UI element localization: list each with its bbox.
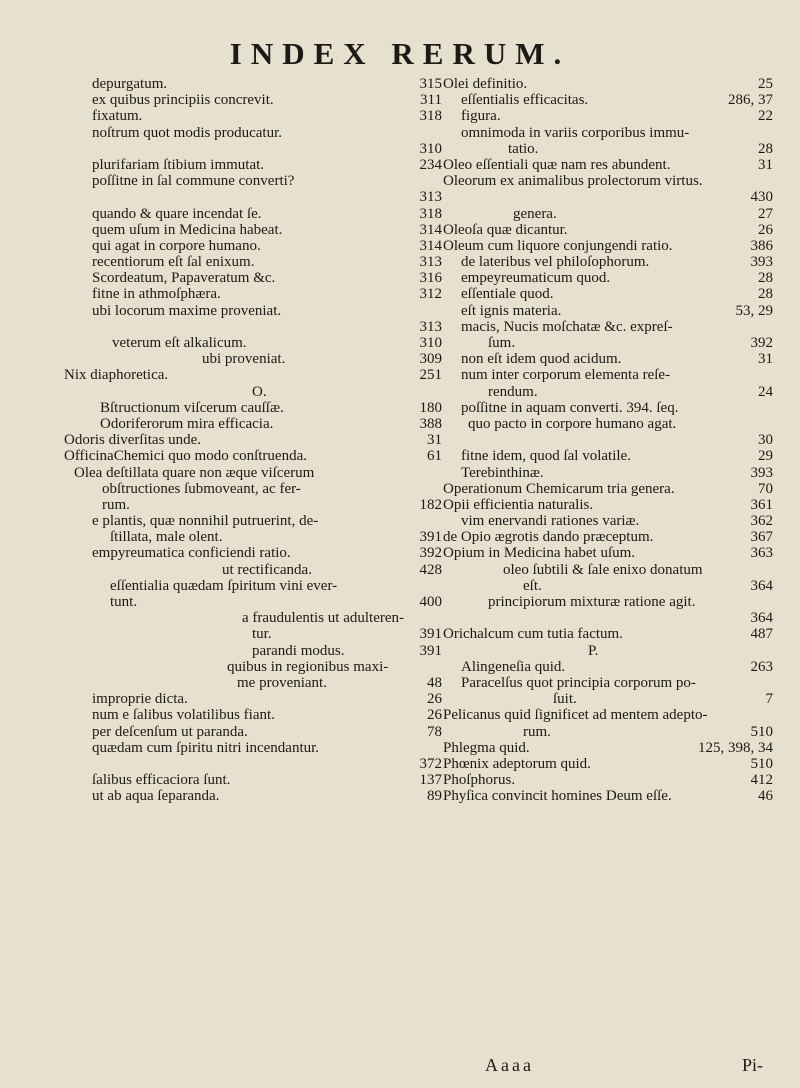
index-entry [92,788,442,804]
index-entry-page: 70 [758,480,773,497]
index-entry [92,497,442,513]
index-entry [443,416,773,432]
index-entry-text: poſſitne in ſal commune converti? [92,173,295,190]
index-entry [443,562,773,578]
index-entry [443,707,773,723]
index-entry-page: 286, 37 [728,92,773,109]
index-entry [92,724,442,740]
index-entry [92,562,442,578]
index-entry [443,578,773,594]
index-entry [443,367,773,383]
index-entry-text: rum. [102,496,130,513]
index-entry [92,270,442,286]
index-entry-page: 313 [419,254,442,271]
right-column [443,76,773,804]
index-entry [443,189,773,205]
index-entry-page: 412 [750,772,773,789]
index-entry-page: 26 [427,691,442,708]
index-entry-page: 314 [419,237,442,254]
index-entry [443,335,773,351]
index-entry [443,303,773,319]
index-entry-text: Odoriferorum mira efficacia. [100,415,274,432]
index-entry-text: principiorum mixturæ ratione agit. [488,594,696,610]
index-entry-text: rum. [523,723,551,740]
index-entry-text: Pelicanus quid ſignificet ad mentem adepto- [443,707,708,724]
index-entry-text: rendum. [488,383,538,400]
index-entry [92,659,442,675]
index-entry [92,303,442,319]
index-entry-text: P. [588,642,599,659]
index-entry [64,432,442,449]
index-entry [92,772,442,788]
index-entry-text: Alingeneſia quid. [461,658,566,675]
index-entry [443,643,773,659]
index-entry-page: 27 [758,205,773,222]
index-entry-text: non eſt idem quod acidum. [461,351,622,368]
index-entry-page: 7 [765,691,773,708]
index-entry-text: me proveniant. [237,674,327,691]
index-entry [92,384,442,400]
index-entry-text: eſt ignis materia. [461,302,562,319]
index-entry-page: 393 [750,254,773,271]
index-entry-page: 28 [758,286,773,303]
index-entry [92,545,442,561]
index-entry-page: 388 [419,415,442,432]
index-entry-page: 182 [419,496,442,513]
signature-mark: Aaaa [485,1055,534,1075]
index-entry-text: O. [252,383,267,400]
index-entry [92,238,442,254]
index-entry [92,513,442,529]
index-entry [92,76,442,92]
index-entry [443,141,773,157]
index-entry [443,772,773,788]
index-entry [443,659,773,675]
index-entry-text: recentiorum eſt ſal enixum. [92,254,255,271]
index-entry-text: tunt. [110,594,138,610]
index-entry-page: 386 [750,237,773,254]
index-entry-text: fixatum. [92,108,143,125]
index-entry [64,448,442,465]
index-entry-page: 364 [750,610,773,627]
index-entry-page: 78 [427,723,442,740]
index-entry-text: plurifariam ſtibium immutat. [92,156,265,173]
index-entry-text: quando & quare incendat ſe. [92,205,262,222]
index-entry-text: Orichalcum cum tutia factum. [443,626,623,643]
index-entry-text: quem uſum in Medicina habeat. [92,221,283,238]
index-entry-page: 25 [758,76,773,92]
index-entry [92,319,442,335]
index-entry-page: 391 [419,529,442,546]
index-entry-text: Odoris diverſitas unde. [64,432,202,449]
index-entry [92,416,442,432]
index-entry [92,740,442,756]
index-entry [92,173,442,189]
index-entry [92,626,442,642]
index-entry-text: num inter corporum elementa reſe- [461,367,671,384]
index-entry [443,76,773,92]
index-entry-page: 311 [420,92,442,109]
index-entry [92,125,442,141]
index-entry-page: 251 [419,367,442,384]
index-entry-page: 316 [419,270,442,287]
index-entry-text: vim enervandi rationes variæ. [461,513,640,530]
index-entry-page: 393 [750,464,773,481]
index-entry [443,675,773,691]
index-entry-text: parandi modus. [252,642,345,659]
index-entry-text: ſum. [488,335,516,351]
index-entry-text: ſuit. [553,691,577,708]
index-entry-page: 137 [419,772,442,789]
index-entry-text: genera. [513,205,557,222]
index-entry-text: Terebinthinæ. [461,464,544,481]
index-entry-text: obſtructiones ſubmoveant, ac fer- [102,480,301,497]
index-entry [74,464,442,481]
index-entry [92,254,442,270]
index-entry [92,400,442,416]
index-entry [443,238,773,254]
index-entry-text: Scordeatum, Papaveratum &c. [92,270,276,287]
catchword: Pi- [742,1055,764,1075]
index-entry-text: de lateribus vel philoſophorum. [461,254,650,271]
index-entry-text: Oleorum ex animalibus prolectorum virtus. [443,173,703,190]
index-entry [92,707,442,723]
index-entry-text: ut rectificanda. [222,561,312,578]
index-entry-page: 487 [750,626,773,643]
index-entry [443,481,773,497]
index-entry-text: Paracelſus quot principia corporum po- [461,674,696,691]
index-entry-text: eſt. [523,577,542,594]
index-entry [443,319,773,335]
index-entry [443,529,773,545]
index-entry [443,594,773,610]
index-entry [443,92,773,108]
index-entry-page: 510 [750,755,773,772]
index-entry [64,367,442,384]
index-entry [443,756,773,772]
index-entry-text: de Opio ægrotis dando præceptum. [443,529,654,546]
index-entry-text: noſtrum quot modis producatur. [92,124,282,141]
index-entry [92,578,442,594]
index-entry [92,222,442,238]
index-entry-text: Oleum cum liquore conjungendi ratio. [443,237,673,254]
index-entry-page: 510 [750,723,773,740]
index-entry-text: fitne idem, quod ſal volatile. [461,448,631,465]
index-entry-text: quo pacto in corpore humano agat. [468,415,677,432]
index-entry-text: qui agat in corpore humano. [92,237,261,254]
index-entry-page: 362 [750,513,773,530]
index-entry-page: 46 [758,788,773,805]
index-entry-page: 26 [758,221,773,238]
index-entry-page: 263 [750,658,773,675]
index-entry-page: 428 [419,561,442,578]
index-entry-text: num e ſalibus volatilibus fiant. [92,707,275,724]
index-entry [443,108,773,124]
index-entry-page: 312 [419,286,442,303]
index-entry-page: 315 [419,76,442,92]
index-entry-page: 400 [419,594,442,610]
index-entry-text: oleo ſubtili & ſale enixo donatum [503,561,703,578]
index-entry [92,92,442,108]
index-entry-page: 61 [427,448,442,465]
index-entry-text: tur. [252,626,272,643]
index-entry-text: Bſtructionum viſcerum cauſſæ. [100,399,284,416]
index-entry-page: 31 [427,432,442,449]
index-entry [92,141,442,157]
index-entry-page: 89 [427,788,442,805]
index-entry-page: 31 [758,156,773,173]
index-entry [443,545,773,561]
index-entry-text: omnimoda in variis corporibus immu- [461,124,690,141]
index-entry [92,756,442,772]
index-entry-text: a fraudulentis ut adulteren- [242,610,405,627]
left-column [64,76,442,805]
index-entry [443,513,773,529]
index-entry-text: Phoſphorus. [443,772,516,789]
index-entry [443,222,773,238]
index-entry-text: Olei definitio. [443,76,528,92]
index-entry-page: 372 [419,755,442,772]
index-entry-page: 180 [419,399,442,416]
index-entry-page: 310 [419,140,442,157]
index-entry-text: empyreumatica conficiendi ratio. [92,545,291,562]
index-entry-text: Phlegma quid. [443,739,530,756]
index-entry-text: ubi locorum maxime proveniat. [92,302,282,319]
index-entry-text: quibus in regionibus maxi- [227,658,389,675]
index-entry [92,675,442,691]
index-entry-text: Phœnix adeptorum quid. [443,755,591,772]
index-entry-text: ſalibus efficaciora ſunt. [92,772,231,789]
index-entry-text: ut ab aqua ſeparanda. [92,788,220,805]
index-entry [92,286,442,302]
index-entry-text: eſſentiale quod. [461,286,554,303]
index-entry [92,351,442,367]
index-entry-page: 392 [750,335,773,351]
index-entry [443,173,773,189]
index-entry-text: empeyreumaticum quod. [461,270,611,287]
index-entry-page: 314 [419,221,442,238]
index-entry-page: 430 [750,189,773,206]
index-entry [92,610,442,626]
index-entry-page: 363 [750,545,773,562]
index-entry-text: Nix diaphoretica. [64,367,169,384]
index-entry-page: 318 [419,205,442,222]
index-entry [92,335,442,351]
index-entry-page: 22 [758,108,773,125]
index-entry-text: OfficinaChemici quo modo conſtruenda. [64,448,307,465]
index-entry-page: 31 [758,351,773,368]
index-entry [443,351,773,367]
index-entry [92,643,442,659]
index-entry [443,206,773,222]
index-entry [92,529,442,545]
index-entry-page: 318 [419,108,442,125]
index-entry-text: per deſcenſum ut paranda. [92,723,248,740]
index-entry-page: 367 [750,529,773,546]
index-entry-text: improprie dicta. [92,691,188,708]
index-entry-text: Oleoſa quæ dicantur. [443,221,568,238]
index-entry-text: ex quibus principiis concrevit. [92,92,274,109]
index-entry-page: 28 [758,270,773,287]
index-entry-text: ſtillata, male olent. [110,529,223,546]
index-entry-page: 361 [750,496,773,513]
index-entry-page: 392 [419,545,442,562]
index-entry [443,788,773,804]
index-entry-text: depurgatum. [92,76,168,92]
index-entry-page: 309 [419,351,442,368]
index-entry [92,189,442,205]
index-entry [92,157,442,173]
index-entry-page: 28 [758,140,773,157]
index-entry [443,270,773,286]
index-entry [92,206,442,222]
index-entry [92,481,442,497]
index-entry-page: 30 [758,432,773,449]
index-entry [92,594,442,610]
index-entry-text: eſſentialia quædam ſpiritum vini ever- [110,577,338,594]
index-entry-text: ubi proveniat. [202,351,286,368]
index-entry [443,724,773,740]
index-entry [443,286,773,302]
index-entry [443,691,773,707]
index-entry [443,465,773,481]
index-entry-page: 53, 29 [735,302,773,319]
index-entry-page: 29 [758,448,773,465]
index-entry [443,740,773,756]
index-entry-page: 310 [419,335,442,351]
index-entry-text: figura. [461,108,501,125]
index-entry [443,384,773,400]
index-entry-text: tatio. [508,140,539,157]
index-entry-text: e plantis, quæ nonnihil putruerint, de- [92,513,319,530]
index-entry-page: 26 [427,707,442,724]
index-entry-text: Opii efficientia naturalis. [443,496,594,513]
index-entry-page: 234 [419,156,442,173]
index-entry-text: poſſitne in aquam converti. 394. ſeq. [461,399,679,416]
index-entry [443,400,773,416]
index-entry-page: 125, 398, 34 [698,739,773,756]
index-entry [443,497,773,513]
index-entry-page: 391 [419,642,442,659]
index-entry-text: Olea deſtillata quare non æque viſcerum [74,464,315,481]
index-entry-page: 313 [419,318,442,335]
index-entry [443,610,773,626]
index-entry-text: fitne in athmoſphæra. [92,286,221,303]
index-entry-page: 391 [419,626,442,643]
index-entry [92,108,442,124]
index-entry [443,125,773,141]
index-entry-page: 313 [419,189,442,206]
index-entry-text: eſſentialis efficacitas. [461,92,589,109]
index-entry [443,626,773,642]
index-entry-text: Phyſica convincit homines Deum eſſe. [443,788,672,805]
page-title: INDEX RERUM. [229,36,571,71]
index-entry-text: Operationum Chemicarum tria genera. [443,480,675,497]
index-entry-text: quædam cum ſpiritu nitri incendantur. [92,739,320,756]
index-entry-text: veterum eſt alkalicum. [112,335,247,351]
index-entry [443,254,773,270]
index-entry-text: macis, Nucis moſchatæ &c. expreſ- [461,318,673,335]
index-entry [92,691,442,707]
index-entry-page: 364 [750,577,773,594]
index-entry-page: 24 [758,383,773,400]
index-entry-text: Oleo eſſentiali quæ nam res abundent. [443,156,671,173]
index-entry-text: Opium in Medicina habet uſum. [443,545,636,562]
index-entry [443,432,773,448]
index-entry [443,157,773,173]
index-entry [443,448,773,464]
index-entry-page: 48 [427,674,442,691]
